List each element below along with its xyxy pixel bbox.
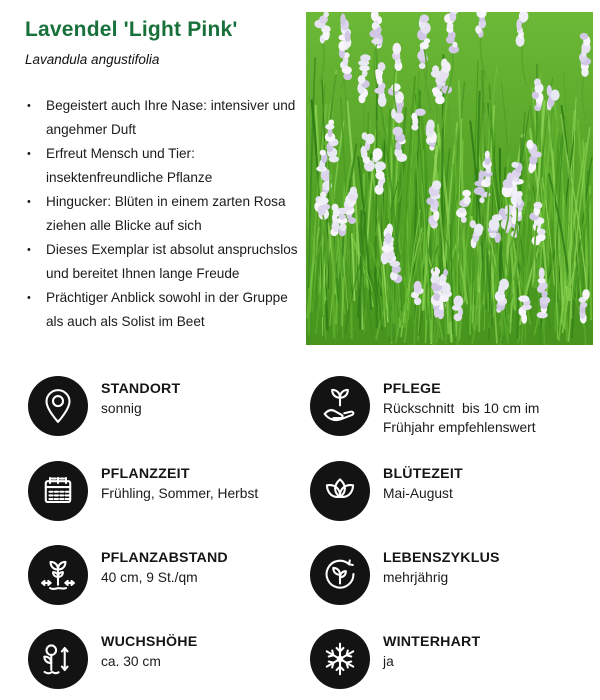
attribute-value: Rückschnitt bis 10 cm im Frühjahr empfehlenswert — [383, 401, 544, 436]
species-subtitle: Lavandula angustifolia — [25, 52, 160, 67]
attribute-bluetezeit — [310, 461, 594, 521]
growth-height-icon — [28, 629, 88, 689]
attribute-pflanzzeit — [28, 461, 310, 521]
attribute-label: BLÜTEZEIT — [383, 466, 463, 483]
attribute-value: ca. 30 cm — [101, 654, 161, 670]
attribute-label: LEBENSZYKLUS — [383, 550, 500, 567]
attribute-label: WINTERHART — [383, 634, 481, 651]
attribute-value: Mai-August — [383, 486, 453, 502]
flower-icon — [310, 461, 370, 521]
attribute-winterhart — [310, 629, 594, 689]
attribute-pflanzabstand — [28, 545, 310, 605]
attribute-standort — [28, 376, 310, 437]
attribute-grid — [28, 376, 594, 689]
calendar-icon — [28, 461, 88, 521]
feature-bullet-list — [25, 94, 299, 334]
location-pin-icon — [28, 376, 88, 436]
attribute-label: PFLEGE — [383, 381, 441, 397]
attribute-value: sonnig — [101, 401, 142, 416]
plant-spacing-icon — [28, 545, 88, 605]
attribute-value: ja — [383, 654, 394, 670]
bullet-item: • Hingucker: Blüten in einem zarten Rosa ziehen alle Blicke auf sich — [25, 190, 299, 238]
page-title: Lavendel 'Light Pink' — [25, 18, 238, 41]
attribute-value: 40 cm, 9 St./qm — [101, 570, 198, 586]
bullet-item: • Erfreut Mensch und Tier: insektenfreundliche Pflanze — [25, 142, 299, 190]
attribute-value: Frühling, Sommer, Herbst — [101, 486, 259, 502]
attribute-value: mehrjährig — [383, 570, 449, 586]
life-cycle-icon — [310, 545, 370, 605]
attribute-wuchshoehe — [28, 629, 310, 689]
plant-photo — [306, 12, 593, 345]
bullet-item: • Prächtiger Anblick sowohl in der Gruppe als auch als Solist im Beet — [25, 286, 299, 334]
attribute-label: WUCHSHÖHE — [101, 634, 198, 651]
attribute-label: STANDORT — [101, 381, 181, 397]
snowflake-icon — [310, 629, 370, 689]
attribute-lebenszyklus — [310, 545, 594, 605]
hand-plant-icon — [310, 376, 370, 436]
attribute-pflege — [310, 376, 594, 437]
description-block — [25, 18, 299, 334]
bullet-item: • Begeistert auch Ihre Nase: intensiver und angehmer Duft — [25, 94, 299, 142]
attribute-label: PFLANZABSTAND — [101, 550, 228, 567]
attribute-label: PFLANZZEIT — [101, 466, 190, 483]
bullet-item: • Dieses Exemplar ist absolut anspruchslos und bereitet Ihnen lange Freude — [25, 238, 299, 286]
